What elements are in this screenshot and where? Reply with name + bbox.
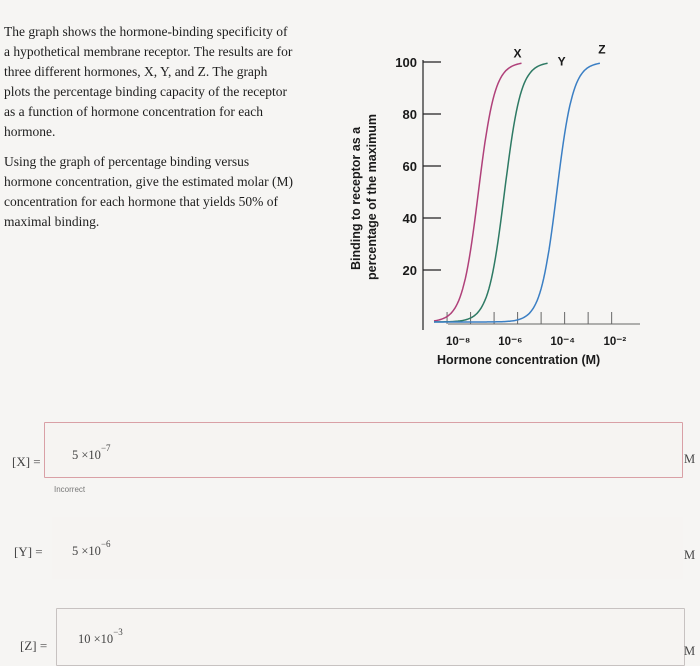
binding-chart-svg [340, 30, 700, 390]
x-tick-label: 10⁻⁶ [498, 336, 523, 348]
series-label-x: X [513, 46, 522, 61]
series-line-z [434, 63, 600, 322]
series-lines [434, 42, 606, 322]
answer-y-label: [Y] = [14, 544, 43, 559]
question-paragraph-1: The graph shows the hormone-binding specificity of a hypothetical membrane receptor. The results are for three different hormones, X, Y, and Z. The graph plots the percentage binding capacity of the receptor as a function of hormone concentration for each hormone. [4, 24, 293, 139]
answer-x-feedback: Incorrect [54, 485, 86, 494]
answer-x-exponent: −7 [100, 443, 111, 453]
series-label-z: Z [598, 42, 606, 57]
answer-y-times: ×10 [81, 544, 101, 559]
answer-x-unit: M [684, 452, 696, 466]
answer-z-mantissa: 10 [78, 632, 91, 647]
answer-x-mantissa: 5 [72, 448, 79, 463]
binding-chart [340, 30, 700, 390]
answer-x-label: [X] = [12, 454, 41, 469]
y-axis-label-line-1: Binding to receptor as a [349, 126, 363, 270]
answer-z-value [78, 627, 123, 647]
answer-x-times: ×10 [81, 448, 101, 463]
answer-y-unit: M [684, 548, 696, 562]
series-line-y [434, 63, 548, 322]
x-axis-label: Hormone concentration (M) [437, 353, 601, 367]
answer-z-input[interactable] [56, 608, 685, 666]
answer-y-mantissa: 5 [72, 544, 79, 559]
x-tick-label: 10⁻² [603, 336, 627, 348]
y-tick-label: 60 [402, 159, 417, 174]
answer-y-exponent: −6 [100, 539, 111, 549]
y-tick-label: 80 [402, 107, 417, 122]
y-tick-label: 20 [402, 263, 417, 278]
x-axis [446, 312, 640, 348]
answer-x-input[interactable] [44, 422, 683, 478]
answer-x-value [72, 443, 111, 463]
question-paragraph-2: Using the graph of percentage binding versus hormone concentration, give the estimated molar (M) concentration for each hormone that yields 50% of maximal binding. [4, 154, 294, 229]
y-tick-label: 100 [395, 55, 417, 70]
x-tick-label: 10⁻⁴ [550, 336, 575, 348]
answer-z-times: ×10 [93, 632, 114, 647]
answer-y-input[interactable] [52, 517, 683, 579]
question-text [4, 22, 294, 242]
answer-y-value [72, 539, 111, 559]
y-tick-label: 40 [402, 211, 417, 226]
series-line-x [434, 63, 522, 321]
answer-z-unit: M [684, 644, 696, 658]
answer-z-label: [Z] = [20, 638, 48, 653]
answer-z-exponent: −3 [113, 627, 123, 637]
series-label-y: Y [557, 54, 566, 69]
y-axis-label-line-2: percentage of the maximum [365, 113, 379, 280]
x-tick-label: 10⁻⁸ [445, 336, 471, 348]
y-axis [395, 55, 441, 330]
